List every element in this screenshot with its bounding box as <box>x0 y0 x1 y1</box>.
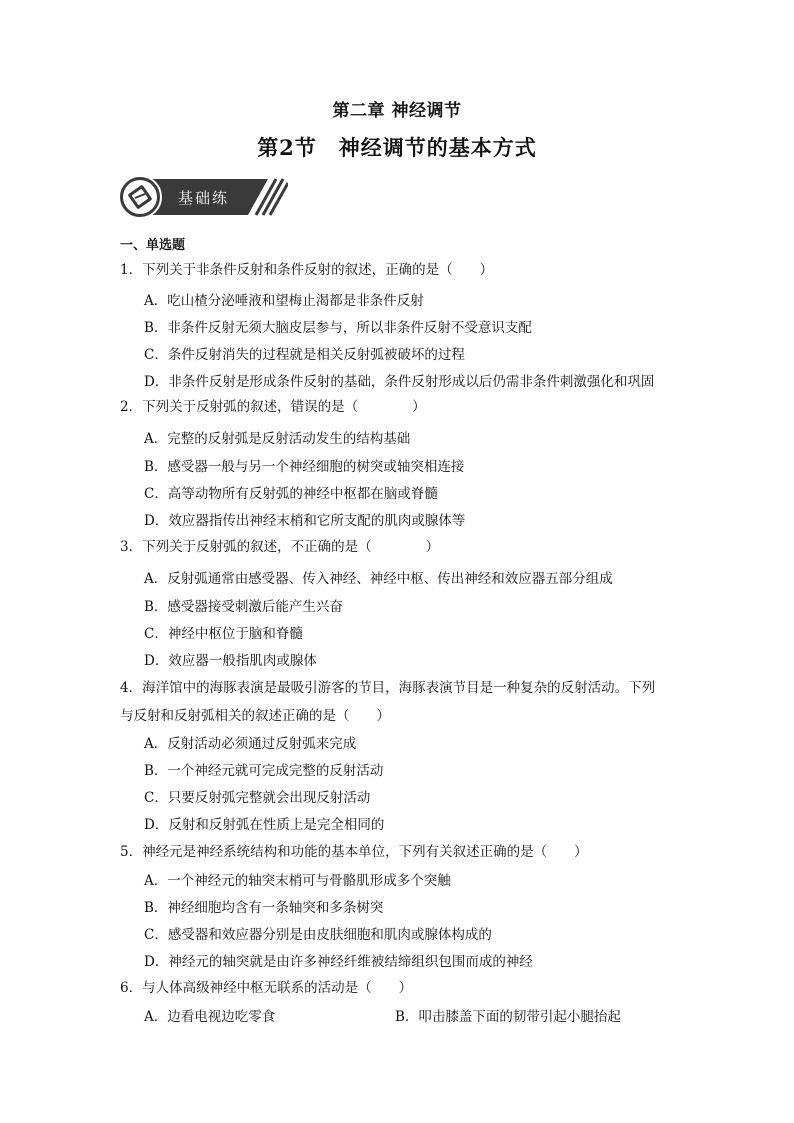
option-1c: C．条件反射消失的过程就是相关反射弧被破坏的过程 <box>144 347 465 363</box>
question-stem-5: 5．神经元是神经系统结构和功能的基本单位，下列有关叙述正确的是（ ） <box>120 844 588 860</box>
option-2a: A．完整的反射弧是反射活动发生的结构基础 <box>144 431 411 447</box>
option-1b: B．非条件反射无须大脑皮层参与，所以非条件反射不受意识支配 <box>144 320 532 336</box>
option-5a: A．一个神经元的轴突末梢可与骨骼肌形成多个突触 <box>144 873 451 889</box>
option-3c: C．神经中枢位于脑和脊髓 <box>144 626 303 642</box>
section-heading: 一、单选题 <box>120 238 186 253</box>
option-2c: C．高等动物所有反射弧的神经中枢都在脑或脊髓 <box>144 486 438 502</box>
option-3b: B．感受器接受刺激后能产生兴奋 <box>144 599 343 615</box>
section-title: 第2节 神经调节的基本方式 <box>257 135 537 160</box>
option-1a: A．吃山楂分泌唾液和望梅止渴都是非条件反射 <box>144 293 424 309</box>
question-stem-3: 3．下列关于反射弧的叙述，不正确的是（ ） <box>120 539 440 555</box>
question-stem-4-line2: 与反射和反射弧相关的叙述正确的是（ ） <box>120 708 390 724</box>
option-6b: B．叩击膝盖下面的韧带引起小腿抬起 <box>395 1009 621 1025</box>
question-stem-6: 6．与人体高级神经中枢无联系的活动是（ ） <box>120 980 413 996</box>
option-2b: B．感受器一般与另一个神经细胞的树突或轴突相连接 <box>144 459 465 475</box>
question-stem-4-line1: 4．海洋馆中的海豚表演是最吸引游客的节目，海豚表演节目是一种复杂的反射活动。下列 <box>120 680 656 696</box>
option-3a: A．反射弧通常由感受器、传入神经、神经中枢、传出神经和效应器五部分组成 <box>144 571 613 587</box>
question-stem-1: 1．下列关于非条件反射和条件反射的叙述，正确的是（ ） <box>120 262 494 278</box>
option-1d: D．非条件反射是形成条件反射的基础，条件反射形成以后仍需非条件刺激强化和巩固 <box>144 374 655 390</box>
option-5d: D．神经元的轴突就是由许多神经纤维被结缔组织包围而成的神经 <box>144 954 533 970</box>
chapter-title: 第二章 神经调节 <box>332 101 462 121</box>
option-2d: D．效应器指传出神经末梢和它所支配的肌肉或腺体等 <box>144 513 466 529</box>
option-4d: D．反射和反射弧在性质上是完全相同的 <box>144 817 385 833</box>
option-5b: B．神经细胞均含有一条轴突和多条树突 <box>144 900 384 916</box>
option-3d: D．效应器一般指肌肉或腺体 <box>144 653 317 669</box>
option-4a: A．反射活动必须通过反射弧来完成 <box>144 736 357 752</box>
banner-label: 基础练 <box>178 189 230 207</box>
option-5c: C．感受器和效应器分别是由皮肤细胞和肌肉或腺体构成的 <box>144 927 492 943</box>
option-4c: C．只要反射弧完整就会出现反射活动 <box>144 790 371 806</box>
question-stem-2: 2．下列关于反射弧的叙述，错误的是（ ） <box>120 399 426 415</box>
option-6a: A．边看电视边吃零食 <box>144 1009 276 1025</box>
option-4b: B．一个神经元就可完成完整的反射活动 <box>144 763 384 779</box>
